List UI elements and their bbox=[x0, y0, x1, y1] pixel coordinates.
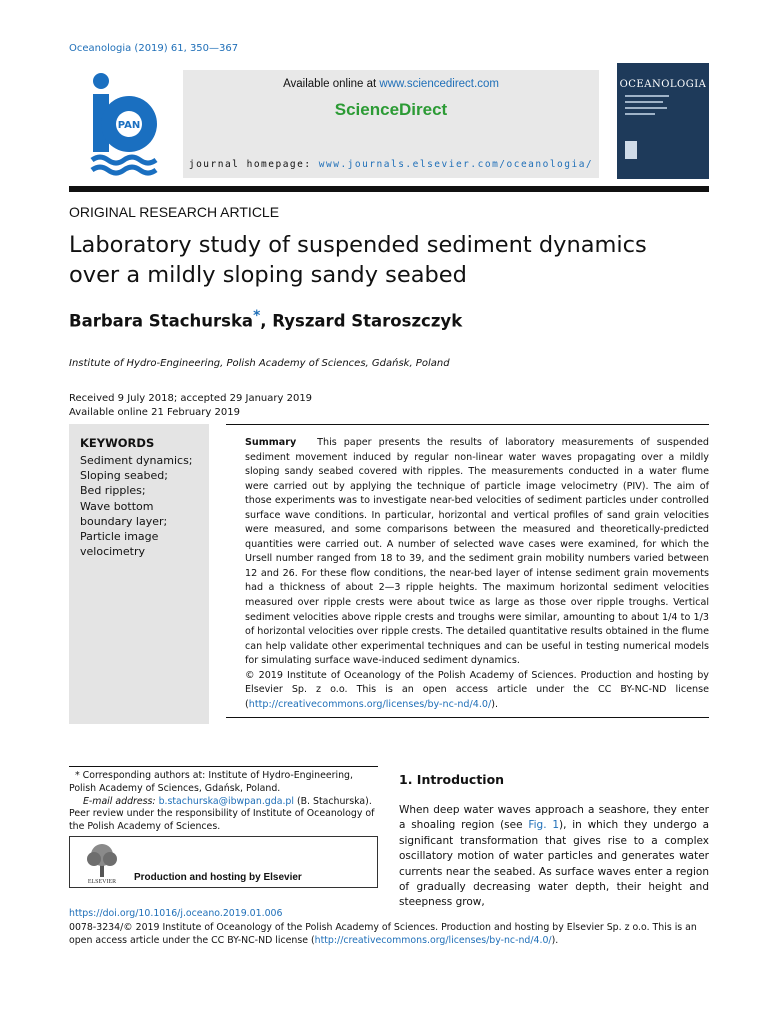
available-online-label: Available online at bbox=[283, 78, 380, 90]
author-1[interactable]: Barbara Stachurska bbox=[69, 311, 254, 331]
author-2[interactable]: , Ryszard Staroszczyk bbox=[260, 311, 463, 331]
copyright-footer-text: 0078-3234/© 2019 Institute of Oceanology of the Polish Academy of Sciences. Production and hosting by Elsevier Sp. z o.o. This is an open access article under the CC BY-NC-ND license ( bbox=[69, 922, 697, 946]
peer-review-note: Peer review under the responsibility of Institute of Oceanology of the Polish Academy of Sciences. bbox=[69, 808, 375, 833]
introduction-heading: 1. Introduction bbox=[399, 772, 505, 787]
summary-copyright-end: ). bbox=[491, 698, 499, 710]
elsevier-hosting-box bbox=[69, 836, 378, 888]
article-dates bbox=[69, 392, 312, 419]
sciencedirect-link[interactable]: www.sciencedirect.com bbox=[379, 78, 499, 90]
copyright-license-link[interactable]: http://creativecommons.org/licenses/by-nc-nd/4.0/ bbox=[314, 935, 552, 946]
email-name: (B. Stachurska). bbox=[293, 795, 372, 807]
elsevier-logo-text: ELSEVIER bbox=[87, 879, 117, 885]
cover-logo-icon bbox=[625, 141, 639, 161]
header-rule bbox=[69, 186, 709, 192]
keyword-item: Sediment dynamics; bbox=[80, 454, 193, 467]
abstract-bottom-rule bbox=[226, 717, 709, 718]
cover-text-lines-icon bbox=[625, 95, 675, 121]
journal-citation[interactable]: Oceanologia (2019) 61, 350—367 bbox=[69, 43, 239, 54]
keyword-item: Sloping seabed; bbox=[80, 469, 168, 483]
online-date: Available online 21 February 2019 bbox=[69, 406, 240, 418]
journal-cover bbox=[617, 63, 709, 179]
cover-title: OCEANOLOGIA bbox=[619, 79, 707, 90]
keyword-item: Wave bottom boundary layer; bbox=[80, 499, 168, 528]
email-footnote bbox=[69, 796, 378, 809]
article-type: ORIGINAL RESEARCH ARTICLE bbox=[69, 204, 280, 220]
keywords-list bbox=[80, 453, 208, 559]
affiliation: Institute of Hydro-Engineering, Polish Academy of Sciences, Gdańsk, Poland bbox=[69, 358, 450, 369]
authors bbox=[69, 308, 462, 331]
keywords-heading: KEYWORDS bbox=[80, 436, 155, 450]
elsevier-tree-logo bbox=[82, 841, 122, 885]
email-link[interactable]: b.stachurska@ibwpan.gda.pl bbox=[158, 795, 294, 807]
title-line-1: Laboratory study of suspended sediment dynamics bbox=[69, 232, 647, 258]
intro-part-2: ), in which they undergo a significant transformation that gives rise to a complex oscillatory motion of water particles and generates water currents near the seabed. As surface waves enter a region of gradually decreasing water depth, their height and steepness grow, bbox=[399, 819, 709, 909]
journal-header-box bbox=[183, 70, 599, 178]
introduction-text bbox=[399, 803, 709, 911]
copyright-footer-end: ). bbox=[551, 935, 559, 946]
footnote-rule bbox=[69, 766, 378, 767]
ibw-pan-logo bbox=[90, 72, 160, 182]
homepage-link[interactable]: www.journals.elsevier.com/oceanologia/ bbox=[318, 159, 594, 170]
intro-part-1: When deep water waves approach a seashore, they enter a shoaling region (see bbox=[399, 804, 709, 832]
fig-1-link[interactable]: Fig. 1 bbox=[528, 819, 560, 832]
summary-copyright: © 2019 Institute of Oceanology of the Polish Academy of Sciences. Production and hosting by Elsevier Sp. z o.o. This is an open access article under the CC BY-NC-ND license ( bbox=[245, 669, 709, 710]
keyword-item: Bed ripples; bbox=[80, 484, 146, 498]
keywords-box bbox=[69, 424, 209, 724]
keyword-item: Particle image velocimetry bbox=[80, 530, 159, 559]
doi-link[interactable]: https://doi.org/10.1016/j.oceano.2019.01.006 bbox=[69, 908, 283, 919]
abstract bbox=[245, 436, 709, 712]
homepage-label: journal homepage: bbox=[188, 159, 319, 170]
available-online-line bbox=[183, 78, 599, 90]
corresponding-author-star[interactable]: * bbox=[253, 308, 261, 324]
footnotes bbox=[69, 770, 378, 834]
summary-label: Summary bbox=[245, 437, 297, 448]
journal-homepage-line bbox=[183, 159, 599, 170]
article-title bbox=[69, 230, 709, 290]
corresponding-footnote: * Corresponding authors at: Institute of Hydro-Engineering, Polish Academy of Sciences, Gdańsk, Poland. bbox=[69, 770, 353, 794]
email-label: E-mail address: bbox=[83, 795, 159, 807]
received-date: Received 9 July 2018; accepted 29 January 2019 bbox=[69, 393, 313, 404]
summary-license-link[interactable]: http://creativecommons.org/licenses/by-nc-nd/4.0/ bbox=[248, 698, 492, 710]
title-line-2: over a mildly sloping sandy seabed bbox=[69, 262, 467, 288]
sciencedirect-brand: ScienceDirect bbox=[334, 100, 448, 119]
abstract-top-rule bbox=[226, 424, 709, 425]
logo-badge-text: PAN bbox=[117, 120, 141, 131]
elsevier-hosting-text: Production and hosting by Elsevier bbox=[134, 872, 302, 883]
copyright-footer bbox=[69, 921, 714, 947]
summary-text: This paper presents the results of laboratory measurements of suspended sediment movement induced by regular non-linear water waves propagating over a mildly sloping sandy seabed covered with ripples. The measurements conducted in a water flume were carried out by applying the technique of particle image velocimetry (PIV). The aim of those experiments was to investigate near-bed velocities of sediment particles under controlled surface wave conditions. In particular, horizontal and vertical profiles of sand grain velocities were measured, and some comparisons between the measured and theoretically-predicted quantities were carried out. A number of selected wave cases were examined, for which the Ursell number ranged from 18 to 39, and the sediment grain mobility numbers varied between 12 and 26. For these flow conditions, the near-bed layer of intense sediment grain movements had a thickness of about 2—3 ripple heights. The maximum horizontal sediment velocities measured over ripple crests were about twice as large as those over ripple troughs. Vertical sediment velocities above ripple crests and troughs were similar, amounting to about 1/4 to 1/3 of horizontal velocities over ripple crests. The detailed quantitative results obtained in the flume can help validate other experimental techniques and can be useful in testing numerical models for simulating surface wave-induced sediment dynamics. bbox=[245, 437, 710, 667]
